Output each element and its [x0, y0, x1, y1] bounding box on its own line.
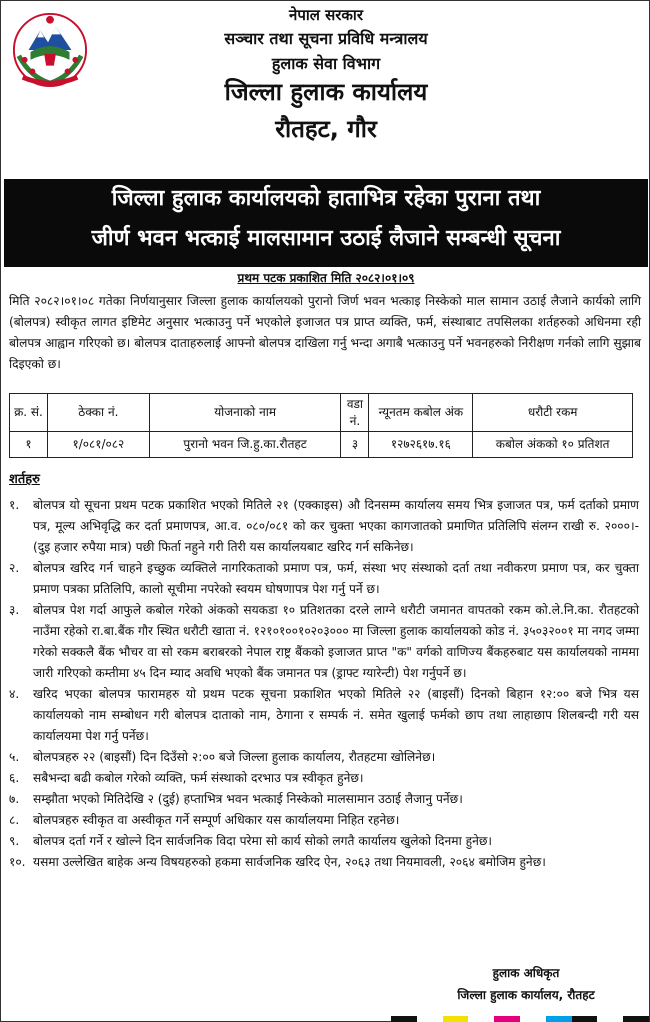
condition-item [9, 810, 639, 831]
col-header-serial: क्र. सं. [10, 394, 48, 432]
col-header-contract-no: ठेक्का नं. [47, 394, 149, 432]
table-row [10, 432, 633, 458]
tender-table [9, 393, 633, 458]
condition-number: ७. [9, 792, 20, 806]
condition-text: यसमा उल्लेखित बाहेक अन्य विषयहरुको हकमा सार्वजनिक खरिद ऐन, २०६३ तथा नियमावली, २०६४ बमोजिम हुनेछ। [33, 855, 546, 869]
department-name: हुलाक सेवा विभाग [271, 54, 381, 73]
condition-number: ३. [9, 603, 20, 617]
condition-text: बोलपत्रहरु स्वीकृत वा अस्वीकृत गर्ने सम्पूर्ण अधिकार यस कार्यालयमा निहित रहनेछ। [33, 813, 400, 827]
condition-text: बोलपत्र पेश गर्दा आफुले कबोल गरेको अंकको सयकडा १० प्रतिशतका दरले लाग्ने धरौटी जमानत वापतको रकम को.ले.नि.का. रौतहटको नाउँमा रहेको रा.बा.बैंक गौर स्थित धरौटी खाता नं. १२१०१००१०२०३००० मा जिल्ला हुलाक कार्यालयको कोड नं. ३५०३२००१ मा नगद जम्मा गरेको सक्कलै बैंक भौचर वा सो रकम बराबरको नेपाल राष्ट्र बैंकको इजाजत प्राप्त "क" वर्गको वाणिज्य बैंकहरुबाट यस कार्यालयको नाममा जारी गरिएको कम्तीमा ४५ दिन म्याद अवधि भएको बैंक जमानत पत्र (ड्राफ्ट ग्यारेन्टी) पेश गर्नुपर्ने छ। [33, 603, 639, 680]
print-color-bar [391, 1016, 649, 1022]
condition-item [9, 495, 639, 558]
cell-ward-no: ३ [341, 432, 369, 458]
cell-deposit: कबोल अंकको १० प्रतिशत [473, 432, 633, 458]
condition-text: सम्झौता भएको मितिदेखि २ (दुई) हप्ताभित्र भवन भत्काई निस्केको मालसामान उठाई लैजानु पर्नेछ। [33, 792, 463, 806]
condition-number: ८. [9, 813, 20, 827]
condition-text: बोलपत्र खरिद गर्न चाहने इच्छुक व्यक्तिले नागरिकताको प्रमाण पत्र, फर्म, संस्था भए संस्थाको दर्ता तथा नवीकरण प्रमाण पत्र, कर चुक्ता प्रमाण पत्रका प्रतिलिपि, कालो सूचीमा नपरेको स्वयम घोषणापत्र पेश गर्नु पर्ने छ। [33, 561, 639, 596]
notice-title-line-1: जिल्ला हुलाक कार्यालयको हाताभित्र रहेका पुराना तथा [111, 186, 541, 211]
office-name: जिल्ला हुलाक कार्यालय [224, 78, 428, 106]
conditions-heading: शर्तहरु [9, 472, 40, 487]
conditions-list [9, 495, 639, 873]
condition-item [9, 852, 639, 873]
office-location: रौतहट, गौर [275, 115, 377, 143]
col-header-minimum-bid: न्यूनतम कबोल अंक [369, 394, 473, 432]
notice-title-line-2: जीर्ण भवन भत्काई मालसामान उठाई लैजाने सम्बन्धी सूचना [91, 226, 561, 251]
cell-project-name: पुरानो भवन जि.हु.का.रौतहट [149, 432, 341, 458]
condition-number: ९. [9, 834, 20, 848]
condition-number: २. [9, 561, 20, 575]
condition-item [9, 600, 639, 684]
condition-text: बोलपत्र यो सूचना प्रथम पटक प्रकाशित भएको मितिले २१ (एक्काइस) औ दिनसम्म कार्यालय समय भित्र इजाजत पत्र, फर्म दर्ताको प्रमाण पत्र, मूल्य अभिवृद्धि कर दर्ता प्रमाणपत्र, आ.व. ०८०/०८१ को कर चुक्ता भएका कागजातको प्रमाणित प्रतिलिपि संलग्न राखी रु. २०००।- (दुइ हजार रुपैया मात्र) पछी फिर्ता नहुने गरी तिरी यस कार्यालयबाट खरिद गर्न सकिनेछ। [33, 498, 639, 554]
condition-number: ४. [9, 687, 20, 701]
condition-item [9, 768, 639, 789]
signatory-office: जिल्ला हुलाक कार्यालय, रौतहट [457, 988, 595, 1002]
condition-item [9, 684, 639, 747]
cell-minimum-bid: १२७२६१७.१६ [369, 432, 473, 458]
condition-item [9, 747, 639, 768]
nepal-government-emblem-icon [11, 11, 89, 89]
condition-item [9, 831, 639, 852]
ministry-name: सञ्चार तथा सूचना प्रविधि मन्त्रालय [224, 29, 428, 48]
cell-serial: १ [10, 432, 48, 458]
condition-number: १०. [9, 855, 26, 869]
condition-text: खरिद भएका बोलपत्र फारामहरु यो प्रथम पटक सूचना प्रकाशित भएको मितिले २२ (बाइसौं) दिनको बिहान १२:०० बजे भित्र यस कार्यालयको नाम सम्बोधन गरी बोलपत्र दाताको नाम, ठेगाना र सम्पर्क नं. समेत खुलाई फर्मको छाप तथा लाहाछाप शिलबन्दी गरी यस कार्यालयमा पेश गर्नु पर्नेछ। [33, 687, 639, 743]
condition-item [9, 789, 639, 810]
condition-number: १. [9, 498, 20, 512]
table-header-row [10, 394, 633, 432]
condition-number: ५. [9, 750, 20, 764]
notice-title-banner [4, 179, 648, 267]
col-header-deposit: धरौटी रकम [473, 394, 633, 432]
government-name: नेपाल सरकार [289, 6, 363, 24]
cell-contract-no: १/०८१/०८२ [47, 432, 149, 458]
col-header-ward-no: वडा नं. [341, 394, 369, 432]
signatory-title: हुलाक अधिकृत [492, 966, 560, 980]
condition-text: बोलपत्रहरु २२ (बाइसौं) दिन दिउँसो २:०० बजे जिल्ला हुलाक कार्यालय, रौतहटमा खोलिनेछ। [33, 750, 436, 764]
condition-text: बोलपत्र दर्ता गर्ने र खोल्ने दिन सार्वजनिक विदा परेमा सो कार्य सोको लगतै कार्यालय खुलेको दिनमा हुनेछ। [33, 834, 493, 848]
condition-number: ६. [9, 771, 20, 785]
condition-item [9, 558, 639, 600]
col-header-project-name: योजनाको नाम [149, 394, 341, 432]
intro-paragraph: मिति २०८२।०१।०८ गतेका निर्णयानुसार जिल्ला हुलाक कार्यालयको पुरानो जिर्ण भवन भत्काइ निस्केको माल सामान उठाई लैजाने कार्यको लागि (बोलपत्र) स्वीकृत लागत इष्टिमेट अनुसार भत्काउनु पर्ने भएकोले इजाजत पत्र प्राप्त व्यक्ति, फर्म, संस्थाबाट तपसिलका शर्तहरुको अधिनमा रही बोलपत्र आह्वान गरिएको छ। बोलपत्र दाताहरुलाई आफ्नो बोलपत्र दाखिला गर्नु भन्दा अगाबै भत्काउनु पर्ने भवनहरुको निरीक्षण गर्नको लागि सुझाब दिइएको छ। [9, 294, 641, 371]
published-date: प्रथम पटक प्रकाशित मिति २०८२।०१।०९ [237, 271, 415, 285]
condition-text: सबैभन्दा बढी कबोल गरेको व्यक्ति, फर्म संस्थाको दरभाउ पत्र स्वीकृत हुनेछ। [33, 771, 364, 785]
